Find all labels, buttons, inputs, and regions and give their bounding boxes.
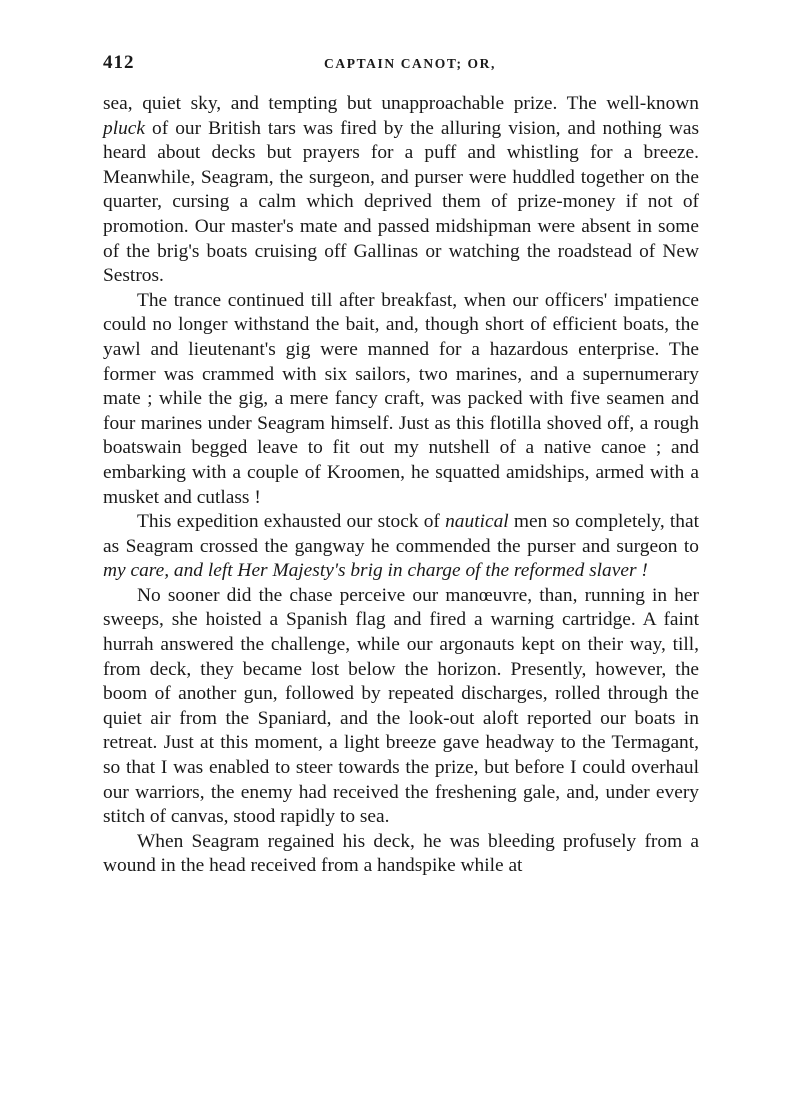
text-run: of our British tars was fired by the alluring vision, and nothing was heard about decks but prayers for a puff and whistling for a breeze. Meanwhile, Seagram, the surgeon, and purser were huddled together on the quarter, cursing a calm which deprived them of prize-money if not of promotion. Our master's mate and passed midshipman were absent in some of the brig's boats cruising off Gallinas or watching the roadstead of New Sestros.	[103, 117, 699, 287]
paragraph	[103, 510, 699, 584]
italic-text: my care, and left Her Majesty's brig in charge of the reformed slaver !	[103, 560, 648, 582]
text-run: sea, quiet sky, and tempting but unapproachable prize. The well-known	[103, 93, 699, 114]
page-header	[103, 52, 699, 78]
body-text	[103, 92, 699, 879]
paragraph	[103, 584, 699, 830]
paragraph	[103, 830, 699, 879]
italic-text: nautical	[445, 511, 509, 533]
paragraph	[103, 92, 699, 289]
text-run: The trance continued till after breakfast, when our officers' impatience could no longer withstand the bait, and, though short of efficient boats, the yawl and lieutenant's gig were manned for a hazardous enterprise. The former was crammed with six sailors, two marines, and a supernumerary mate ; while the gig, a mere fancy craft, was packed with five seamen and four marines under Seagram himself. Just as this flotilla shoved off, a rough boatswain begged leave to fit out my nutshell of a native canoe ; and embarking with a couple of Kroomen, he squatted amidships, armed with a musket and cutlass !	[103, 289, 699, 508]
paragraph	[103, 289, 699, 510]
page-number: 412	[103, 52, 135, 73]
text-run: This expedition exhausted our stock of	[137, 511, 446, 533]
italic-text: pluck	[103, 117, 145, 139]
text-run: When Seagram regained his deck, he was bleeding profusely from a wound in the head received from a handspike while at	[103, 830, 699, 877]
text-run: No sooner did the chase perceive our manœuvre, than, running in her sweeps, she hoisted a Spanish flag and fired a warning cartridge. A faint hurrah answered the challenge, while our argonauts kept on their way, till, from deck, they became lost below the horizon. Presently, however, the boom of another gun, followed by repeated discharges, rolled through the quiet air from the Spaniard, and the look-out aloft reported our boats in retreat. Just at this moment, a light breeze gave headway to the Termagant, so that I was enabled to steer towards the prize, but before I could overhaul our warriors, the enemy had received the freshening gale, and, under every stitch of canvas, stood rapidly to sea.	[103, 584, 699, 828]
running-title: CAPTAIN CANOT; OR,	[324, 56, 496, 71]
text-run: men so completely, that as Seagram crossed the gangway he commended the purser and surgeon to	[103, 511, 699, 557]
